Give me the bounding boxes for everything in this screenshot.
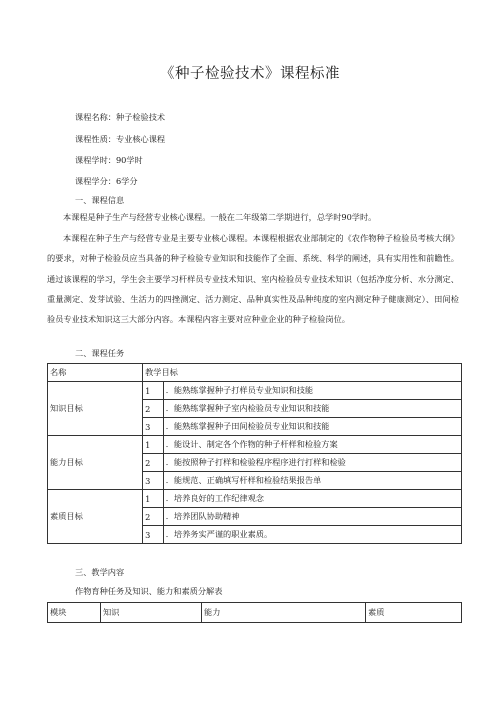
course-info-paragraph-2: 本课程在种子生产与经营专业是主要专业核心课程。本课程根据农业部制定的《农作物种子检验员考核大纲》的要求，对种子检验员应当具备的种子检验专业知识和技能作了全面、系统、科学的阐述，具有实用性和前瞻性。通过该课程的学习，学生会主要学习杆样员专业技术知识、室内检验员专业技术知识（包括净度分析、水分测定、重量测定、发芽试验、生活力的四挫测定、活力测定、品种真实性及品种纯度的室内测定种子健康测定）、田间检验员专业技术知识这三大部分内容。本课程内容主要对应种业企业的种子检验岗位。 (47, 233, 459, 325)
course-task-table (47, 363, 462, 544)
item-text: ．培养务实严谨的职业素质。 (163, 526, 461, 544)
item-text: ．能熟练掌握种子打样员专业知识和技能 (163, 382, 461, 400)
category-ability: 能力目标 (48, 436, 143, 490)
item-number: 2 (143, 508, 164, 526)
course-name: 课程名称：种子检验技术 (75, 112, 166, 122)
course-credits: 课程学分：6学分 (75, 176, 138, 186)
column-header-module: 模块 (48, 603, 101, 623)
item-number: 2 (143, 400, 164, 418)
table-row (48, 382, 462, 400)
section-heading-course-tasks: 二、课程任务 (75, 348, 125, 358)
item-text: ．培养团队协助精神 (163, 508, 461, 526)
category-quality: 素质目标 (48, 490, 143, 544)
table-header-row (48, 364, 462, 382)
column-header-name: 名称 (48, 364, 143, 382)
item-text: ．能熟练掌握种子田间检验员专业知识和技能 (163, 418, 461, 436)
table-row (48, 490, 462, 508)
item-text: ．能设计、制定各个作物的种子杆样和检验方案 (163, 436, 461, 454)
column-header-quality: 素质 (366, 603, 462, 623)
table-header-row (48, 603, 462, 623)
item-number: 2 (143, 454, 164, 472)
course-info-paragraph-1: 本课程是种子生产与经营专业核心课程。一般在二年级第二学期进行，总学时90学时。 (63, 212, 377, 222)
document-title: 《种子检验技术》课程标准 (160, 66, 340, 82)
section-heading-course-info: 一、课程信息 (75, 195, 125, 205)
course-hours: 课程学时：90学时 (75, 155, 143, 165)
table-row (48, 436, 462, 454)
item-text: ．能规范、正确填写杆样和检验结果报告单 (163, 472, 461, 490)
item-number: 1 (143, 436, 164, 454)
item-number: 3 (143, 526, 164, 544)
item-text: ．培养良好的工作纪律观念 (163, 490, 461, 508)
category-knowledge: 知识目标 (48, 382, 143, 436)
item-number: 3 (143, 418, 164, 436)
item-text: ．能按照种子打样和检验程序程序进行打样和检验 (163, 454, 461, 472)
item-number: 1 (143, 382, 164, 400)
column-header-objective: 教学目标 (143, 364, 462, 382)
content-decomposition-table (47, 602, 462, 623)
section-heading-teaching-content: 三、教学内容 (75, 567, 125, 577)
decomposition-table-caption: 作物育种任务及知识、能力和素质分解表 (75, 586, 223, 596)
column-header-knowledge: 知识 (101, 603, 202, 623)
item-number: 3 (143, 472, 164, 490)
item-text: ．能熟练掌握种子室内检验员专业知识和技能 (163, 400, 461, 418)
course-nature: 课程性质：专业核心课程 (75, 134, 166, 144)
column-header-ability: 能力 (202, 603, 366, 623)
item-number: 1 (143, 490, 164, 508)
